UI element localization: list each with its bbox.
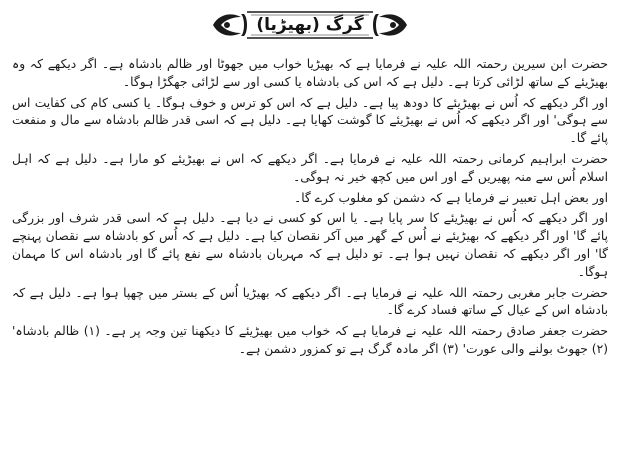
article-body	[12, 56, 608, 454]
title-header	[0, 6, 620, 46]
paragraph-2: اور اگر دیکھے کہ اُس نے بھیڑیئے کا دودھ پیا ہے۔ دلیل ہے کہ اس کو ترس و خوف ہوگا۔ یا کسی کام کی کفایت اس سے ہوگی' اور اگر دیکھے کہ اُس نے بھیڑیئے کا گوشت کھایا ہے۔ دلیل ہے کہ اسی قدر ظالم بادشاہ سے مال و منفعت پائے گا۔	[12, 95, 608, 146]
paragraph-3: حضرت ابراہیم کرمانی رحمتہ اللہ علیہ نے فرمایا ہے۔ اگر دیکھے کہ اس نے بھیڑیئے کو مارا ہے۔ دلیل ہے کہ اہل اسلام اُس سے منہ پھیریں گے اور اس میں کچھ خیر نہ ہوگی۔	[12, 151, 608, 184]
paragraph-5: اور اگر دیکھے کہ اُس نے بھیڑیئے کا سر پایا ہے۔ یا اس کو کسی نے دیا ہے۔ دلیل ہے کہ اسی قدر شرف اور بزرگی پائے گا' اور اگر دیکھے کہ بھیڑیئے نے اُس کے گھر میں آکر نقصان کیا ہے۔ دلیل ہے کہ اُس کو بادشاہ سے نقصان پہنچے گا' اور اگر دیکھے کہ نقصان نہیں ہوا ہے۔ تو دلیل ہے کہ مہربان بادشاہ سے نفع پائے گا اور بادشاہ اس کا مہمان ہوگا۔	[12, 211, 608, 279]
title-plaque	[211, 8, 409, 42]
paragraph-6: حضرت جابر مغربی رحمتہ اللہ علیہ نے فرمایا ہے۔ اگر دیکھے کہ بھیڑیا اُس کے بستر میں چھپا ہوا ہے۔ دلیل ہے کہ بادشاہ اس کے عیال کے ساتھ فساد کرے گا۔	[12, 285, 608, 318]
page-title: گرگ (بھیڑیا)	[256, 15, 364, 35]
paragraph-7: حضرت جعفر صادق رحمتہ اللہ علیہ نے فرمایا ہے کہ خواب میں بھیڑیئے کا دیکھنا تین وجہ پر ہے۔ (۱) ظالم بادشاہ' (۲) جھوٹ بولنے والی عورت' (۳) اگر مادہ گرگ ہے تو کمزور دشمن ہے۔	[12, 324, 608, 356]
paragraph-1: حضرت ابن سیرین رحمتہ اللہ علیہ نے فرمایا ہے کہ بھیڑیا خواب میں جھوٹا اور ظالم بادشاہ ہے۔ اگر دیکھے کہ وہ بھیڑیئے کے ساتھ لڑائی کرتا ہے۔ دلیل ہے کہ اس کی بادشاہ یا کسی اور سے لڑائی جھگڑا ہوگا۔	[12, 57, 608, 89]
paragraph-4: اور بعض اہل تعبیر نے فرمایا ہے کہ دشمن کو مغلوب کرے گا۔	[293, 190, 608, 205]
